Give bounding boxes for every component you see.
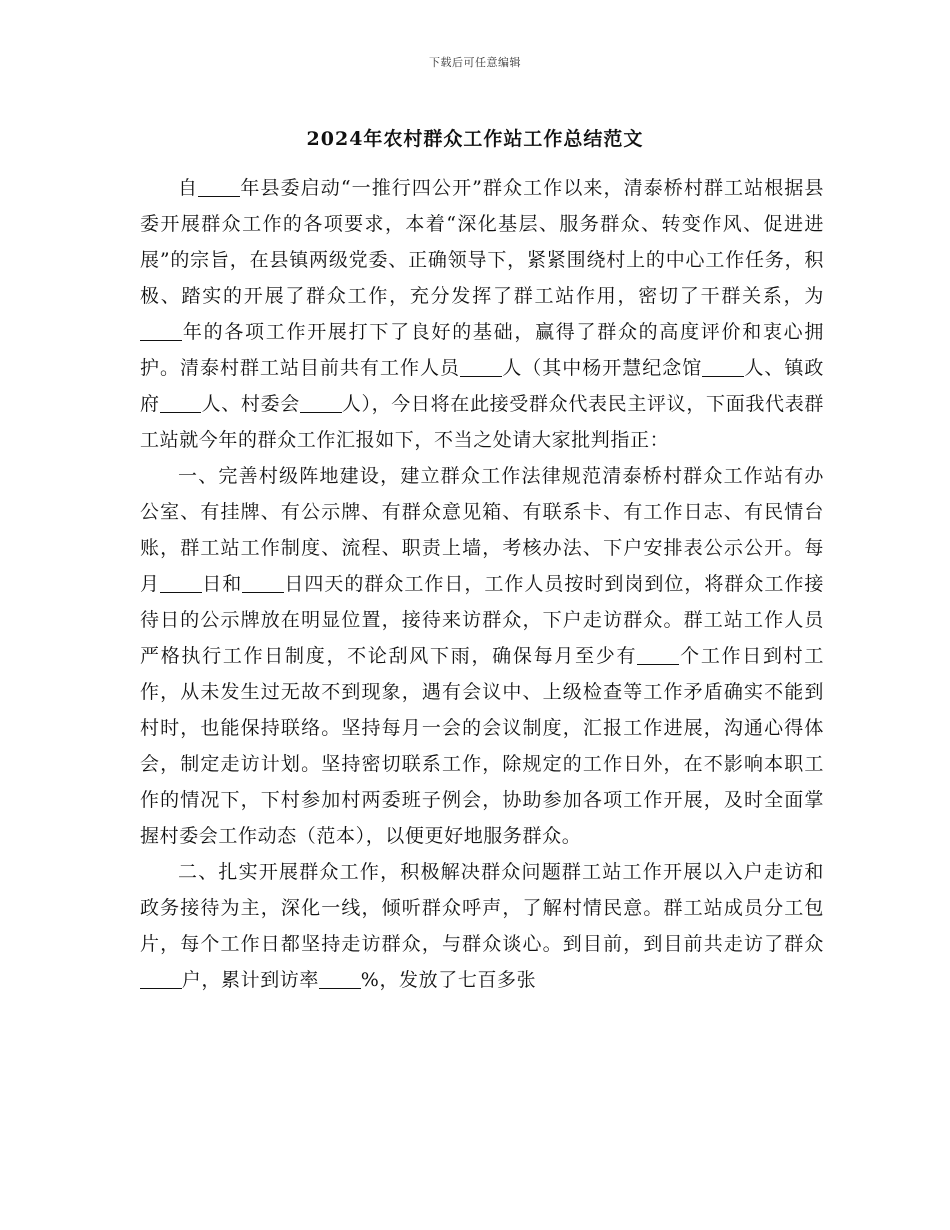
document-body [140,170,824,998]
paragraph-text: 人、村委会 [201,393,300,415]
paragraph-text: 人、镇政府 [140,357,824,415]
paragraph [140,854,824,998]
paragraph-text: 年县委启动“一推行四公开”群众工作以来，清泰桥村群工站根据县委开展群众工作的各项要求，本着“深化基层、服务群众、转变作风、促进进展”的宗旨，在县镇两级党委、正确领导下，紧紧围绕村上的中心工作任务，积极、踏实的开展了群众工作，充分发挥了群工站作用，密切了干群关系，为 [140,177,824,307]
paragraph-text: 自 [178,177,199,199]
fill-in-blank [460,357,502,377]
fill-in-blank [702,357,744,377]
fill-in-blank [140,969,182,989]
paragraph-text: 二、扎实开展群众工作，积极解决群众问题群工站工作开展以入户走访和政务接待为主，深化一线，倾听群众呼声，了解村情民意。群工站成员分工包片，每个工作日都坚持走访群众，与群众谈心。到目前，到目前共走访了群众 [140,861,824,955]
paragraph-text: %，发放了七百多张 [360,969,537,991]
document-title: 2024年农村群众工作站工作总结范文 [306,128,644,150]
header-note: 下载后可任意编辑 [429,56,521,69]
fill-in-blank [160,393,202,413]
fill-in-blank [637,645,679,665]
fill-in-blank [198,177,240,197]
paragraph-text: 日四天的群众工作日，工作人员按时到岗到位，将群众工作接待日的公示牌放在明显位置，接待来访群众，下户走访群众。群工站工作人员严格执行工作日制度，不论刮风下雨，确保每月至少有 [140,573,824,667]
paragraph-text: 一、完善村级阵地建设，建立群众工作法律规范清泰桥村群众工作站有办公室、有挂牌、有公示牌、有群众意见箱、有联系卡、有工作日志、有民情台账，群工站工作制度、流程、职责上墙，考核办法、下户安排表公示公开。每月 [140,465,824,595]
paragraph-text: 日和 [201,573,243,595]
fill-in-blank [160,573,202,593]
paragraph-text: 人），今日将在此接受群众代表民主评议，下面我代表群工站就今年的群众工作汇报如下，不当之处请大家批判指正： [140,393,824,451]
fill-in-blank [140,321,182,341]
paragraph-text: 户，累计到访率 [181,969,319,991]
paragraph-text: 年的各项工作开展打下了良好的基础，赢得了群众的高度评价和衷心拥护。清泰村群工站目前共有工作人员 [140,321,824,379]
paragraph-text: 人（其中杨开慧纪念馆 [501,357,703,379]
fill-in-blank [319,969,361,989]
fill-in-blank [242,573,284,593]
paragraph-text: 个工作日到村工作，从未发生过无故不到现象，遇有会议中、上级检查等工作矛盾确实不能到村时，也能保持联络。坚持每月一会的会议制度，汇报工作进展，沟通心得体会，制定走访计划。坚持密切联系工作，除规定的工作日外，在不影响本职工作的情况下，下村参加村两委班子例会，协助参加各项工作开展，及时全面掌握村委会工作动态（范本），以便更好地服务群众。 [140,645,824,847]
fill-in-blank [300,393,342,413]
paragraph [140,170,824,458]
paragraph [140,458,824,854]
